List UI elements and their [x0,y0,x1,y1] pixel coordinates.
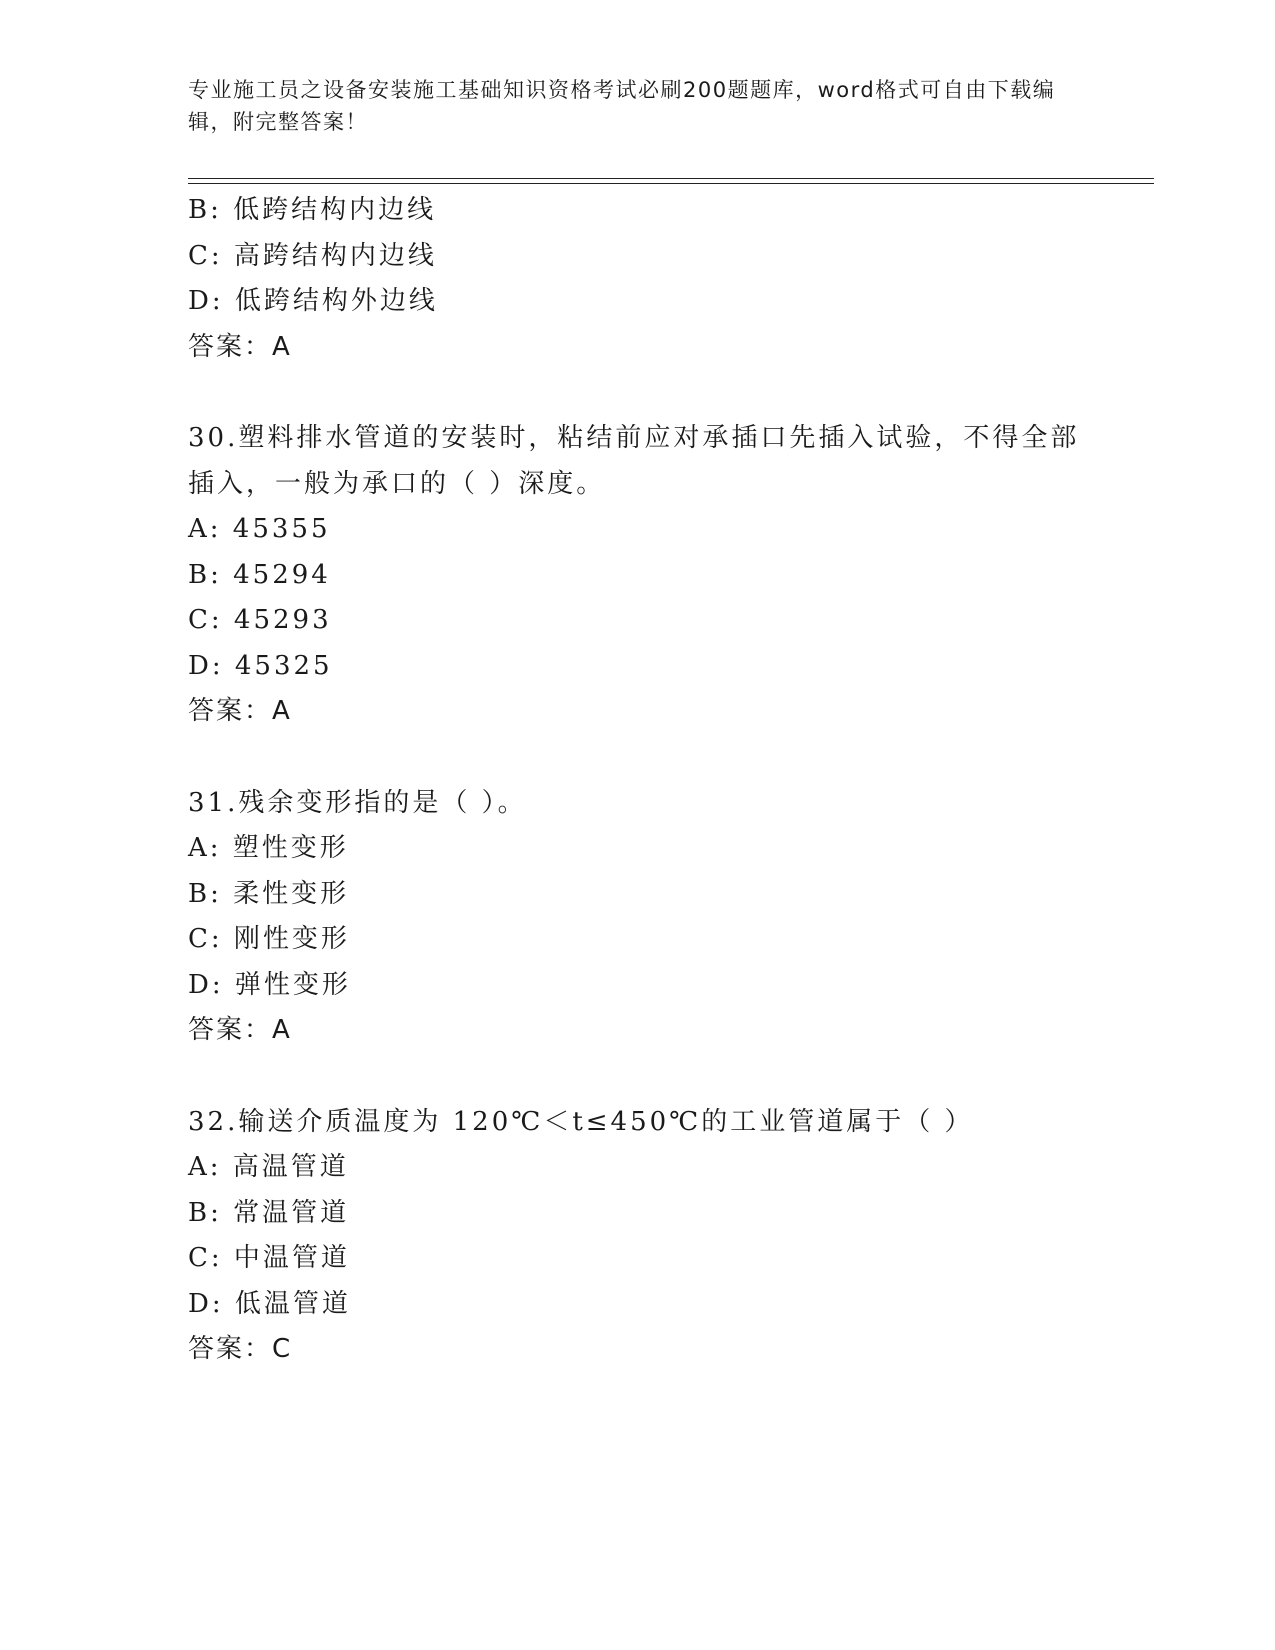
answer-line: 答案：A [188,696,292,726]
option-d: D: 低温管道 [188,1288,351,1319]
question-spacer [188,735,1128,781]
question-32 [188,1100,1128,1373]
document-header: 专业施工员之设备安装施工基础知识资格考试必刷200题题库，word格式可自由下载编辑，附完整答案！ [188,78,1056,134]
answer-line: 答案：A [188,1015,292,1045]
option-b: B: 低跨结构内边线 [188,195,437,225]
option-c: C: 中温管道 [188,1243,350,1273]
question-29-tail [188,188,1128,370]
question-content [188,188,1128,1373]
answer-line: 答案：C [188,1334,293,1364]
option-a: A: 塑性变形 [188,833,349,863]
answer-line: 答案：A [188,331,292,362]
option-a: A: 45355 [188,514,331,544]
question-31 [188,781,1128,1054]
option-c: C: 45293 [188,605,332,635]
option-c: C: 刚性变形 [188,924,350,954]
option-c: C: 高跨结构内边线 [188,240,437,271]
option-b: B: 45294 [188,559,331,590]
option-b: B: 常温管道 [188,1197,350,1228]
question-stem-continued: 插入，一般为承口的（ ）深度。 [188,468,606,499]
question-spacer [188,1054,1128,1100]
question-stem: 32.输送介质温度为 120℃＜t≤450℃的工业管道属于（ ） [188,1106,974,1137]
question-30 [188,416,1128,735]
option-d: D: 低跨结构外边线 [188,286,438,316]
option-a: A: 高温管道 [188,1152,349,1182]
option-d: D: 弹性变形 [188,969,351,1000]
header-rule-bottom [188,183,1154,184]
question-stem: 31.残余变形指的是（ ）。 [188,787,527,818]
question-spacer [188,370,1128,416]
option-d: D: 45325 [188,650,333,681]
question-stem: 30.塑料排水管道的安装时，粘结前应对承插口先插入试验，不得全部 [188,423,1080,453]
option-b: B: 柔性变形 [188,878,350,909]
header-rule-top [188,178,1154,179]
